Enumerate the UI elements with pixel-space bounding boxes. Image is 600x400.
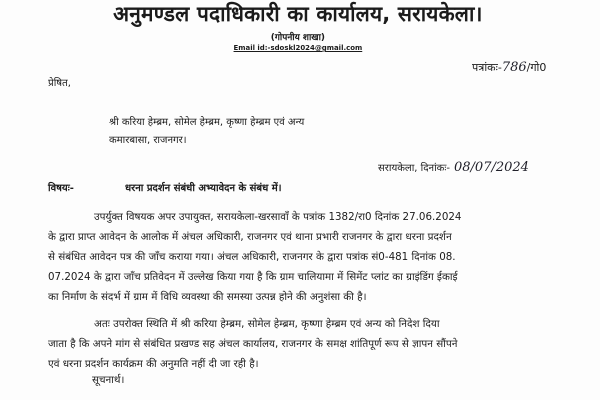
- closing-note: सूचनार्थ।: [92, 374, 125, 386]
- date-line: [378, 160, 529, 175]
- body-paragraph-1: [48, 207, 462, 307]
- sent-to-label: प्रेषित,: [48, 78, 71, 89]
- subject-text: धरना प्रदर्शन संबंधी अभ्यावेदन के संबंध में।: [125, 183, 282, 194]
- body-line: अतः उपरोक्त स्थिति में श्री करिया हेम्ब्रम, सोमेल हेम्ब्रम, कृष्णा हेम्ब्रम एवं अन्य को निदेश दिया: [94, 318, 440, 330]
- body-line: जाता है कि अपने मांग से संबंधित प्रखण्ड सह अंचल कार्यालय, राजनगर के समक्ष शांतिपूर्ण रूप से ज्ञापन सौंपने: [48, 338, 458, 350]
- body-line: एवं धरना प्रदर्शन कार्यक्रम की अनुमति नहीं दी जा रही है।: [48, 358, 259, 370]
- reference-suffix: /गो0: [526, 61, 547, 74]
- reference-number: 786: [501, 60, 527, 75]
- office-subtitle: (गोपनीय शाखा): [270, 33, 325, 43]
- reference-line: [472, 60, 546, 75]
- body-paragraph-2: [48, 314, 457, 374]
- date-label: सरायकेला, दिनांकः-: [378, 163, 450, 174]
- date-value: 08/07/2024: [454, 160, 529, 175]
- reference-label: पत्रांकः-: [472, 61, 502, 74]
- body-line: के द्वारा प्राप्त आवेदन के आलोक में अंचल अधिकारी, राजनगर एवं थाना प्रभारी राजनगर के द्वारा धरना प्रदर्शन: [48, 231, 452, 243]
- body-line: उपर्युक्त विषयक अपर उपायुक्त, सरायकेला-खरसावाँ के पत्रांक 1382/रा0 दिनांक 27.06.2024: [94, 211, 462, 223]
- recipient-address: कमारबासा, राजनगर।: [109, 135, 187, 146]
- office-title: अनुमण्डल पदाधिकारी का कार्यालय, सरायकेला।: [113, 2, 483, 26]
- office-email: Email id:-sdoskl2024@gmail.com: [233, 44, 363, 52]
- subject-label: विषयः-: [48, 183, 74, 194]
- body-line: से संबंधित आवेदन पत्र की जाँच कराया गया। अंचल अधिकारी, राजनगर के द्वारा पत्रांक सं0-481 दिनांक 08.: [48, 251, 456, 263]
- body-line: का निर्माण के संदर्भ में ग्राम में विधि व्यवस्था की समस्या उत्पन्न होने की अनुशंसा की है।: [48, 291, 367, 303]
- body-line: 07.2024 के द्वारा जाँच प्रतिवेदन में उल्लेख किया गया है कि ग्राम चालियामा में सिमेंट प्लांट का ग्राइंडिंग ईकाई: [48, 271, 458, 283]
- recipient-names: श्री करिया हेम्ब्रम, सोमेल हेम्ब्रम, कृष्णा हेम्ब्रम एवं अन्य: [109, 117, 305, 128]
